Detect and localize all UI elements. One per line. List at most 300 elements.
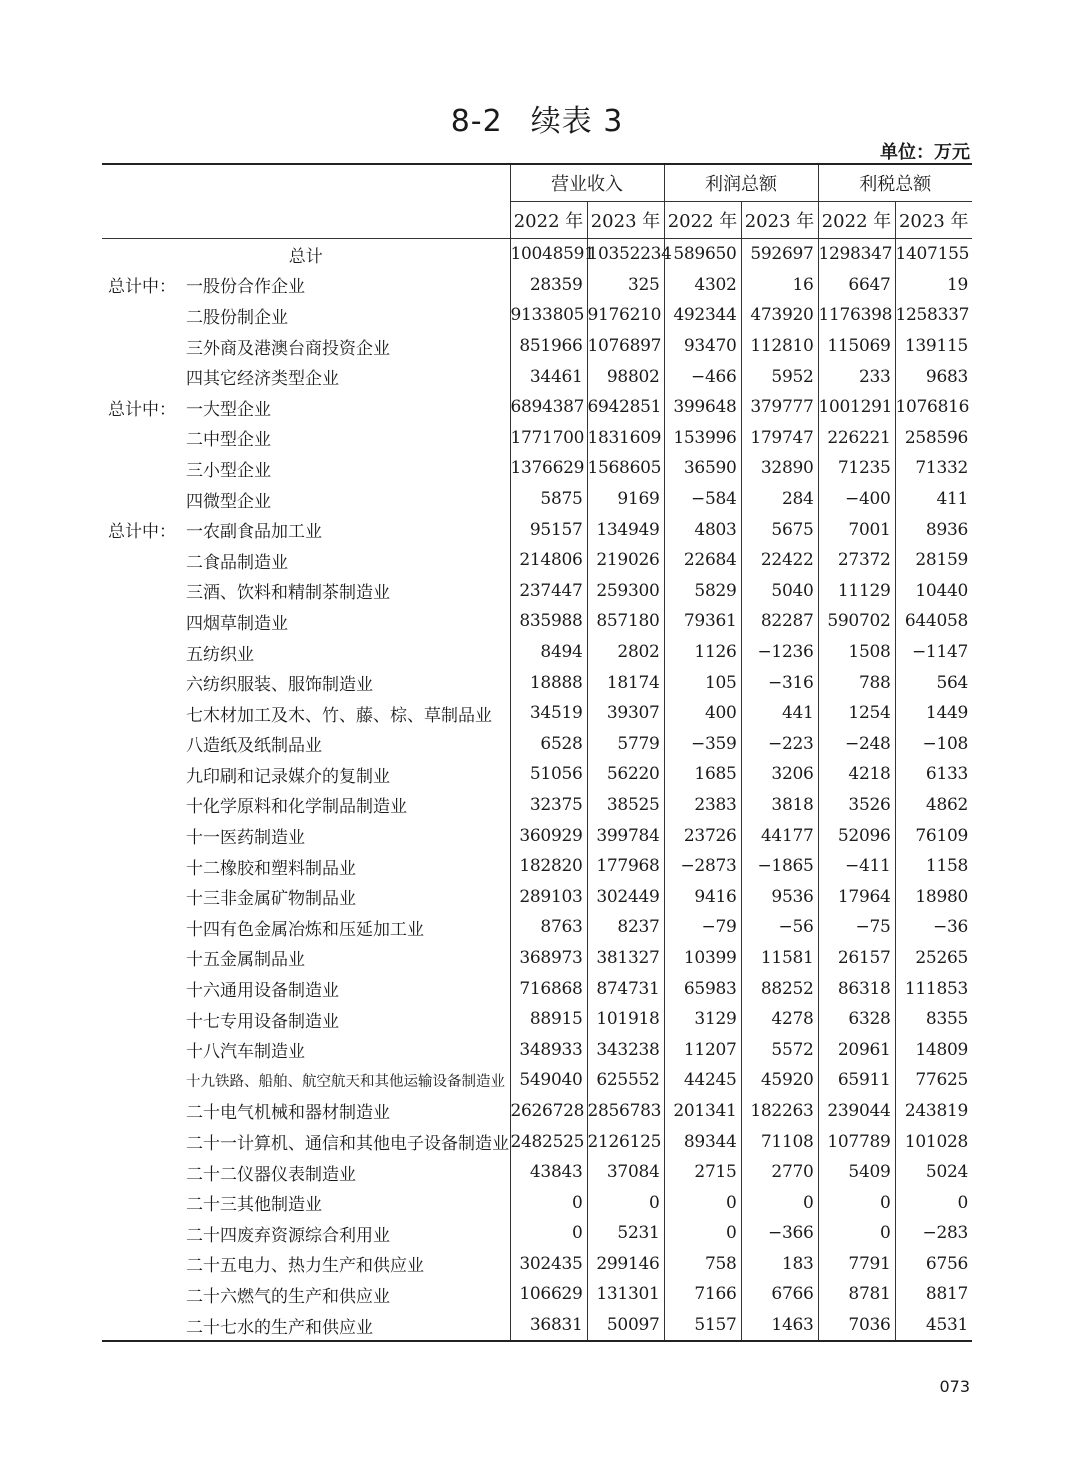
value-cell: 65911 — [818, 1065, 895, 1096]
unit-label: 单位：万元 — [880, 142, 970, 163]
row-label-cell — [102, 820, 510, 851]
value-cell: 0 — [587, 1187, 664, 1218]
value-cell: 86318 — [818, 973, 895, 1004]
value-cell: 5829 — [664, 576, 741, 607]
table-row — [102, 606, 972, 637]
value-cell: 19 — [895, 270, 972, 301]
value-cell: 11207 — [664, 1034, 741, 1065]
value-cell: 6328 — [818, 1004, 895, 1035]
value-cell: 18980 — [895, 881, 972, 912]
row-label: 二十四废弃资源综合利用业 — [186, 1225, 390, 1246]
row-label: 二十电气机械和器材制造业 — [186, 1103, 390, 1124]
value-cell: −2873 — [664, 851, 741, 882]
row-label: 二股份制企业 — [186, 307, 288, 328]
value-cell: 4302 — [664, 270, 741, 301]
value-cell: 1831609 — [587, 423, 664, 454]
row-label-cell — [102, 1096, 510, 1127]
value-cell: 625552 — [587, 1065, 664, 1096]
row-label: 四其它经济类型企业 — [186, 369, 339, 390]
value-cell: 26157 — [818, 943, 895, 974]
value-cell: 22684 — [664, 545, 741, 576]
table-row — [102, 1279, 972, 1310]
row-prefix: 总计中： — [108, 399, 176, 420]
row-label-cell — [102, 943, 510, 974]
value-cell: 71108 — [741, 1126, 818, 1157]
value-cell: 644058 — [895, 606, 972, 637]
value-cell: 5040 — [741, 576, 818, 607]
value-cell: 343238 — [587, 1034, 664, 1065]
value-cell: 16 — [741, 270, 818, 301]
value-cell: 82287 — [741, 606, 818, 637]
table-row — [102, 545, 972, 576]
value-cell: 379777 — [741, 392, 818, 423]
table-row — [102, 1004, 972, 1035]
value-cell: 79361 — [664, 606, 741, 637]
row-label: 六纺织服装、服饰制造业 — [186, 675, 373, 696]
table-row — [102, 698, 972, 729]
value-cell: 243819 — [895, 1096, 972, 1127]
value-cell: −366 — [741, 1218, 818, 1249]
value-cell: 8781 — [818, 1279, 895, 1310]
value-cell: 284 — [741, 484, 818, 515]
row-label: 三小型企业 — [186, 460, 271, 481]
table-row — [102, 392, 972, 423]
header-year: 2022 年 — [818, 202, 895, 239]
value-cell: 10048591 — [510, 239, 587, 270]
value-cell: 473920 — [741, 300, 818, 331]
value-cell: 400 — [664, 698, 741, 729]
value-cell: 237447 — [510, 576, 587, 607]
value-cell: 6894387 — [510, 392, 587, 423]
value-cell: 0 — [664, 1187, 741, 1218]
value-cell: 8494 — [510, 637, 587, 668]
table-title-text: 续表 3 — [530, 104, 624, 139]
row-label-cell — [102, 1187, 510, 1218]
value-cell: 6942851 — [587, 392, 664, 423]
statistics-table — [102, 163, 972, 1342]
row-label-cell — [102, 1004, 510, 1035]
row-label-cell — [102, 1310, 510, 1342]
value-cell: 38525 — [587, 790, 664, 821]
value-cell: −400 — [818, 484, 895, 515]
row-label-cell — [102, 453, 510, 484]
table-row — [102, 912, 972, 943]
row-label-cell — [102, 545, 510, 576]
value-cell: 368973 — [510, 943, 587, 974]
row-label-cell — [102, 1279, 510, 1310]
value-cell: 219026 — [587, 545, 664, 576]
value-cell: 5779 — [587, 729, 664, 760]
value-cell: 5231 — [587, 1218, 664, 1249]
value-cell: 325 — [587, 270, 664, 301]
row-label-cell — [102, 1157, 510, 1188]
value-cell: 1126 — [664, 637, 741, 668]
value-cell: 0 — [818, 1218, 895, 1249]
value-cell: 2126125 — [587, 1126, 664, 1157]
value-cell: 360929 — [510, 820, 587, 851]
value-cell: 5875 — [510, 484, 587, 515]
row-label-cell — [102, 759, 510, 790]
value-cell: 1298347 — [818, 239, 895, 270]
value-cell: 2802 — [587, 637, 664, 668]
row-label: 十五金属制品业 — [186, 950, 305, 971]
table-row — [102, 729, 972, 760]
row-prefix: 总计中： — [108, 522, 176, 543]
value-cell: 441 — [741, 698, 818, 729]
value-cell: −466 — [664, 361, 741, 392]
value-cell: 3129 — [664, 1004, 741, 1035]
value-cell: 835988 — [510, 606, 587, 637]
row-label-cell — [102, 514, 510, 545]
value-cell: 10399 — [664, 943, 741, 974]
value-cell: 105 — [664, 667, 741, 698]
row-label-cell — [102, 698, 510, 729]
row-label: 十一医药制造业 — [186, 828, 305, 849]
value-cell: 564 — [895, 667, 972, 698]
row-label: 五纺织业 — [186, 644, 254, 665]
value-cell: 34461 — [510, 361, 587, 392]
value-cell: 106629 — [510, 1279, 587, 1310]
value-cell: 201341 — [664, 1096, 741, 1127]
row-label-cell — [102, 973, 510, 1004]
row-label: 十七专用设备制造业 — [186, 1011, 339, 1032]
value-cell: −283 — [895, 1218, 972, 1249]
value-cell: 8936 — [895, 514, 972, 545]
row-label: 十九铁路、船舶、航空航天和其他运输设备制造业 — [186, 1073, 505, 1090]
value-cell: 36590 — [664, 453, 741, 484]
table-row — [102, 881, 972, 912]
row-label: 十六通用设备制造业 — [186, 981, 339, 1002]
value-cell: 10352234 — [587, 239, 664, 270]
value-cell: 98802 — [587, 361, 664, 392]
header-year: 2023 年 — [895, 202, 972, 239]
row-label: 八造纸及纸制品业 — [186, 736, 322, 757]
value-cell: 289103 — [510, 881, 587, 912]
value-cell: 6647 — [818, 270, 895, 301]
value-cell: −56 — [741, 912, 818, 943]
value-cell: 101918 — [587, 1004, 664, 1035]
header-group-tax-profit: 利税总额 — [818, 164, 972, 202]
value-cell: 716868 — [510, 973, 587, 1004]
row-label: 一农副食品加工业 — [186, 522, 322, 543]
table-row — [102, 820, 972, 851]
row-label-cell — [102, 361, 510, 392]
row-label: 二十一计算机、通信和其他电子设备制造业 — [186, 1134, 509, 1155]
row-label-cell — [102, 637, 510, 668]
value-cell: −359 — [664, 729, 741, 760]
value-cell: 8355 — [895, 1004, 972, 1035]
row-label: 二中型企业 — [186, 430, 271, 451]
value-cell: 549040 — [510, 1065, 587, 1096]
value-cell: −1865 — [741, 851, 818, 882]
header-group-profit: 利润总额 — [664, 164, 818, 202]
row-label-cell — [102, 270, 510, 301]
value-cell: 95157 — [510, 514, 587, 545]
value-cell: 111853 — [895, 973, 972, 1004]
value-cell: 2626728 — [510, 1096, 587, 1127]
value-cell: 0 — [741, 1187, 818, 1218]
table-row — [102, 514, 972, 545]
table-row — [102, 1096, 972, 1127]
table-row — [102, 270, 972, 301]
row-label-cell — [102, 881, 510, 912]
value-cell: 1001291 — [818, 392, 895, 423]
value-cell: 788 — [818, 667, 895, 698]
table-row — [102, 576, 972, 607]
row-label: 三外商及港澳台商投资企业 — [186, 338, 390, 359]
value-cell: −1236 — [741, 637, 818, 668]
value-cell: 5675 — [741, 514, 818, 545]
row-label: 十三非金属矿物制品业 — [186, 889, 356, 910]
row-label: 二十五电力、热力生产和供应业 — [186, 1256, 424, 1277]
row-prefix: 总计中： — [108, 277, 176, 298]
value-cell: 1254 — [818, 698, 895, 729]
row-label: 十化学原料和化学制品制造业 — [186, 797, 407, 818]
table-row — [102, 239, 972, 270]
value-cell: 492344 — [664, 300, 741, 331]
row-label-cell — [102, 1065, 510, 1096]
value-cell: 131301 — [587, 1279, 664, 1310]
table-row — [102, 1034, 972, 1065]
value-cell: −1147 — [895, 637, 972, 668]
table-row — [102, 973, 972, 1004]
value-cell: 18174 — [587, 667, 664, 698]
value-cell: 874731 — [587, 973, 664, 1004]
row-label: 二十二仪器仪表制造业 — [186, 1164, 356, 1185]
value-cell: −316 — [741, 667, 818, 698]
row-label-cell — [102, 667, 510, 698]
value-cell: −584 — [664, 484, 741, 515]
value-cell: 1508 — [818, 637, 895, 668]
value-cell: 52096 — [818, 820, 895, 851]
value-cell: 857180 — [587, 606, 664, 637]
value-cell: 1176398 — [818, 300, 895, 331]
value-cell: 18888 — [510, 667, 587, 698]
value-cell: 25265 — [895, 943, 972, 974]
value-cell: 20961 — [818, 1034, 895, 1065]
table-row — [102, 1218, 972, 1249]
value-cell: 7166 — [664, 1279, 741, 1310]
row-label-cell — [102, 1034, 510, 1065]
value-cell: 299146 — [587, 1249, 664, 1280]
value-cell: 9536 — [741, 881, 818, 912]
row-label: 十二橡胶和塑料制品业 — [186, 858, 356, 879]
value-cell: 4218 — [818, 759, 895, 790]
value-cell: 34519 — [510, 698, 587, 729]
row-label: 二十三其他制造业 — [186, 1195, 322, 1216]
table-row — [102, 484, 972, 515]
value-cell: 233 — [818, 361, 895, 392]
table-row — [102, 361, 972, 392]
row-label-cell — [102, 1249, 510, 1280]
value-cell: 1463 — [741, 1310, 818, 1342]
value-cell: 45920 — [741, 1065, 818, 1096]
table-row — [102, 667, 972, 698]
value-cell: 27372 — [818, 545, 895, 576]
value-cell: 5157 — [664, 1310, 741, 1342]
table-row — [102, 790, 972, 821]
row-label: 四烟草制造业 — [186, 613, 288, 634]
value-cell: 89344 — [664, 1126, 741, 1157]
table-row — [102, 759, 972, 790]
row-label: 一股份合作企业 — [186, 277, 305, 298]
value-cell: 17964 — [818, 881, 895, 912]
value-cell: 11129 — [818, 576, 895, 607]
value-cell: 348933 — [510, 1034, 587, 1065]
row-label-cell — [102, 300, 510, 331]
value-cell: 1158 — [895, 851, 972, 882]
value-cell: 0 — [664, 1218, 741, 1249]
row-label-cell — [102, 239, 510, 270]
value-cell: 399784 — [587, 820, 664, 851]
value-cell: 2856783 — [587, 1096, 664, 1127]
value-cell: 71235 — [818, 453, 895, 484]
value-cell: 76109 — [895, 820, 972, 851]
value-cell: 3818 — [741, 790, 818, 821]
value-cell: 11581 — [741, 943, 818, 974]
header-year: 2022 年 — [510, 202, 587, 239]
value-cell: 3526 — [818, 790, 895, 821]
row-label: 二十七水的生产和供应业 — [186, 1317, 373, 1338]
value-cell: 258596 — [895, 423, 972, 454]
row-label-cell — [102, 606, 510, 637]
value-cell: 77625 — [895, 1065, 972, 1096]
row-label: 总计 — [288, 246, 323, 267]
value-cell: 153996 — [664, 423, 741, 454]
value-cell: 8237 — [587, 912, 664, 943]
value-cell: 71332 — [895, 453, 972, 484]
row-label-cell — [102, 729, 510, 760]
row-label-cell — [102, 851, 510, 882]
value-cell: 4862 — [895, 790, 972, 821]
value-cell: 107789 — [818, 1126, 895, 1157]
table-row — [102, 1126, 972, 1157]
value-cell: 9169 — [587, 484, 664, 515]
value-cell: 23726 — [664, 820, 741, 851]
row-label-cell — [102, 423, 510, 454]
page-number: 073 — [939, 1377, 970, 1396]
value-cell: 14809 — [895, 1034, 972, 1065]
value-cell: 6133 — [895, 759, 972, 790]
table-row — [102, 943, 972, 974]
table-row — [102, 637, 972, 668]
value-cell: 3206 — [741, 759, 818, 790]
row-label-cell — [102, 331, 510, 362]
value-cell: 6528 — [510, 729, 587, 760]
value-cell: 302449 — [587, 881, 664, 912]
value-cell: 758 — [664, 1249, 741, 1280]
value-cell: 32375 — [510, 790, 587, 821]
value-cell: −75 — [818, 912, 895, 943]
value-cell: 0 — [510, 1218, 587, 1249]
value-cell: 8817 — [895, 1279, 972, 1310]
value-cell: 381327 — [587, 943, 664, 974]
row-label: 七木材加工及木、竹、藤、棕、草制品业 — [186, 705, 492, 726]
value-cell: 1568605 — [587, 453, 664, 484]
value-cell: 589650 — [664, 239, 741, 270]
row-label-cell — [102, 912, 510, 943]
header-blank-cell — [102, 164, 510, 239]
value-cell: 8763 — [510, 912, 587, 943]
value-cell: 22422 — [741, 545, 818, 576]
row-label-cell — [102, 1126, 510, 1157]
value-cell: 302435 — [510, 1249, 587, 1280]
value-cell: 179747 — [741, 423, 818, 454]
table-row — [102, 453, 972, 484]
value-cell: −36 — [895, 912, 972, 943]
value-cell: 9133805 — [510, 300, 587, 331]
table-row — [102, 423, 972, 454]
value-cell: 2383 — [664, 790, 741, 821]
table-row — [102, 1157, 972, 1188]
value-cell: 93470 — [664, 331, 741, 362]
value-cell: 0 — [818, 1187, 895, 1218]
value-cell: 28159 — [895, 545, 972, 576]
table-row — [102, 1187, 972, 1218]
value-cell: 6766 — [741, 1279, 818, 1310]
value-cell: 1449 — [895, 698, 972, 729]
value-cell: 177968 — [587, 851, 664, 882]
value-cell: 9416 — [664, 881, 741, 912]
table-body — [102, 239, 972, 1342]
value-cell: 182263 — [741, 1096, 818, 1127]
row-label: 一大型企业 — [186, 399, 271, 420]
value-cell: 1376629 — [510, 453, 587, 484]
value-cell: 4803 — [664, 514, 741, 545]
value-cell: 5409 — [818, 1157, 895, 1188]
row-label: 三酒、饮料和精制茶制造业 — [186, 583, 390, 604]
value-cell: −223 — [741, 729, 818, 760]
header-year: 2023 年 — [741, 202, 818, 239]
value-cell: 1076816 — [895, 392, 972, 423]
value-cell: 9176210 — [587, 300, 664, 331]
value-cell: 36831 — [510, 1310, 587, 1342]
value-cell: 112810 — [741, 331, 818, 362]
value-cell: 5572 — [741, 1034, 818, 1065]
value-cell: 6756 — [895, 1249, 972, 1280]
value-cell: 411 — [895, 484, 972, 515]
table-row — [102, 1065, 972, 1096]
table-row — [102, 300, 972, 331]
table-header — [102, 164, 972, 239]
value-cell: 88915 — [510, 1004, 587, 1035]
table-row — [102, 851, 972, 882]
table-row — [102, 1310, 972, 1342]
value-cell: 0 — [510, 1187, 587, 1218]
value-cell: 43843 — [510, 1157, 587, 1188]
value-cell: 182820 — [510, 851, 587, 882]
value-cell: 50097 — [587, 1310, 664, 1342]
value-cell: 44177 — [741, 820, 818, 851]
value-cell: 1076897 — [587, 331, 664, 362]
value-cell: 115069 — [818, 331, 895, 362]
value-cell: 56220 — [587, 759, 664, 790]
value-cell: 65983 — [664, 973, 741, 1004]
value-cell: 88252 — [741, 973, 818, 1004]
row-label-cell — [102, 576, 510, 607]
value-cell: 51056 — [510, 759, 587, 790]
value-cell: 5024 — [895, 1157, 972, 1188]
value-cell: 592697 — [741, 239, 818, 270]
value-cell: 39307 — [587, 698, 664, 729]
row-label: 四微型企业 — [186, 491, 271, 512]
value-cell: −108 — [895, 729, 972, 760]
value-cell: −79 — [664, 912, 741, 943]
row-label: 二食品制造业 — [186, 552, 288, 573]
value-cell: 4278 — [741, 1004, 818, 1035]
value-cell: 1685 — [664, 759, 741, 790]
value-cell: 0 — [895, 1187, 972, 1218]
